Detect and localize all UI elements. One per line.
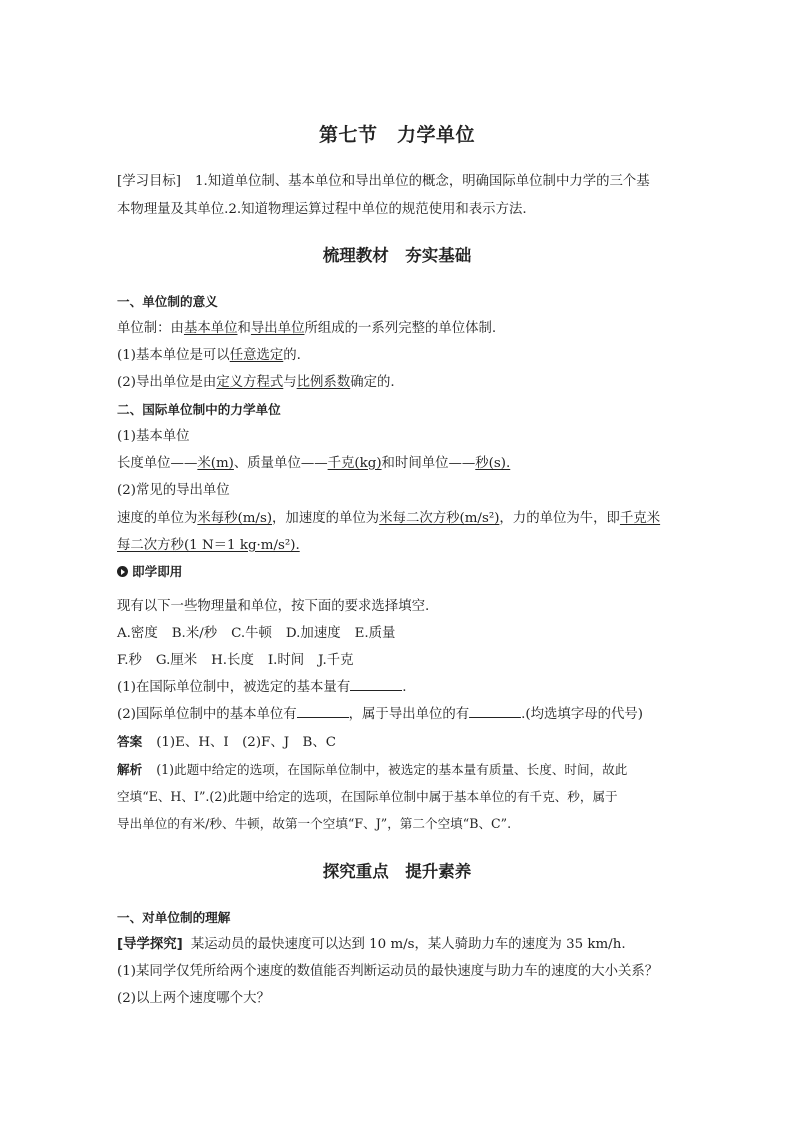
exercise-intro: 现有以下一些物理量和单位，按下面的要求选择填空.: [117, 599, 430, 614]
text-segment: .: [402, 680, 407, 695]
option-item: F.秒: [117, 653, 142, 668]
heading-unit-system: 一、单位制的意义: [117, 294, 218, 309]
answer-line: [117, 732, 687, 753]
fill-answer: 定义方程式: [216, 375, 284, 390]
basic-units-label: (1)基本单位: [117, 429, 190, 444]
analysis-line-1: [117, 760, 687, 780]
fill-answer: 秒(s).: [475, 456, 511, 471]
fill-answer: 米每二次方秒(m/s²): [379, 511, 500, 526]
option-item: I.时间: [267, 653, 305, 668]
fill-answer: 每二次方秒(1 N＝1 kg·m/s²).: [117, 538, 300, 553]
learning-objectives: [117, 172, 687, 192]
text-segment: (1)基本单位是可以: [117, 348, 230, 363]
text-segment: 长度单位——: [117, 456, 198, 471]
analysis-text: (1)此题中给定的选项，在国际单位制中，被选定的基本量有质量、长度、时间，故此: [156, 762, 628, 777]
objectives-line-2: 本物理量及其单位.2.知道物理运算过程中单位的规范使用和表示方法.: [117, 202, 527, 217]
guide-question-1: (1)某同学仅凭所给两个速度的数值能否判断运动员的最快速度与助力车的速度的大小关系？: [117, 964, 659, 979]
text-segment: 单位制：由: [117, 321, 184, 336]
answer-blank: [297, 705, 349, 718]
derived-units-line-1: [117, 509, 687, 529]
fill-answer: 米每秒(m/s): [197, 511, 273, 526]
option-item: B.米/秒: [171, 626, 218, 641]
text-segment: (2)导出单位是由: [117, 375, 217, 390]
text-segment: ，力的单位为牛，即: [499, 511, 620, 526]
objectives-tag: [学习目标]: [117, 174, 182, 189]
option-item: A.密度: [117, 626, 158, 641]
text-segment: 与: [283, 375, 297, 390]
option-item: D.加速度: [285, 626, 341, 641]
text-segment: 和时间单位——: [381, 456, 476, 471]
fill-answer: 千克米: [619, 511, 661, 526]
option-item: J.千克: [318, 653, 354, 668]
answer-text: (1)E、H、I (2)F、J B、C: [156, 735, 336, 750]
fill-answer: 米(m): [197, 456, 234, 471]
answer-blank: [350, 678, 402, 691]
fill-answer: 比例系数: [296, 375, 351, 390]
text-segment: 速度的单位为: [117, 511, 198, 526]
options-row-2: [117, 651, 687, 671]
guide-question-2: (2)以上两个速度哪个大？: [117, 991, 270, 1006]
point-derived-unit: [117, 373, 687, 393]
fill-answer: 千克(kg): [327, 456, 382, 471]
text-segment: 的.: [283, 348, 301, 363]
point-basic-unit: [117, 346, 687, 366]
heading-understanding: 一、对单位制的理解: [117, 910, 231, 925]
guide-text: 某运动员的最快速度可以达到 10 m/s，某人骑助力车的速度为 35 km/h.: [190, 937, 626, 952]
heading-si-units: 二、国际单位制中的力学单位: [117, 402, 281, 417]
definition-line: [117, 319, 687, 339]
guide-tag: [导学探究]: [117, 937, 183, 952]
options-row-1: [117, 624, 687, 644]
text-segment: ，属于导出单位的有: [348, 707, 470, 722]
analysis-label: 解析: [117, 762, 143, 777]
quick-practice-label: 即学即用: [132, 564, 183, 579]
text-segment: .(均选填字母的代号): [521, 707, 644, 722]
derived-units-line-2: [117, 536, 687, 556]
basic-units-line: [117, 454, 687, 474]
text-segment: (2)国际单位制中的基本单位有: [117, 707, 297, 722]
text-segment: ，加速度的单位为: [272, 511, 380, 526]
fill-answer: 基本单位: [183, 321, 238, 336]
question-2: [117, 705, 687, 725]
text-segment: 所组成的一系列完整的单位体制.: [304, 321, 497, 336]
section-title-1: 梳理教材 夯实基础: [322, 246, 472, 265]
answer-blank: [469, 705, 521, 718]
option-item: H.长度: [211, 653, 254, 668]
play-circle-icon: [117, 566, 128, 577]
option-item: G.厘米: [155, 653, 198, 668]
page-title: 第七节 力学单位: [318, 124, 475, 146]
fill-answer: 导出单位: [250, 321, 305, 336]
derived-units-label: (2)常见的导出单位: [117, 483, 230, 498]
section-title-2: 探究重点 提升素养: [322, 862, 472, 881]
analysis-line-3: 导出单位的有米/秒、牛顿，故第一个空填“F、J”，第二个空填“B、C”.: [117, 816, 512, 831]
fill-answer: 任意选定: [229, 348, 284, 363]
objectives-line-1: 1.知道单位制、基本单位和导出单位的概念，明确国际单位制中力学的三个基: [195, 174, 650, 189]
text-segment: 、质量单位——: [233, 456, 328, 471]
option-item: E.质量: [354, 626, 396, 641]
quick-practice-heading: [117, 562, 687, 582]
question-1: [117, 678, 687, 698]
text-segment: 确定的.: [350, 375, 395, 390]
text-segment: (1)在国际单位制中，被选定的基本量有: [117, 680, 351, 695]
text-segment: 和: [237, 321, 251, 336]
analysis-line-2: 空填“E、H、I”.(2)此题中给定的选项，在国际单位制中属于基本单位的有千克、秒，属于: [117, 789, 618, 804]
guide-line: [117, 935, 687, 955]
option-item: C.牛顿: [231, 626, 272, 641]
answer-label: 答案: [117, 734, 143, 749]
